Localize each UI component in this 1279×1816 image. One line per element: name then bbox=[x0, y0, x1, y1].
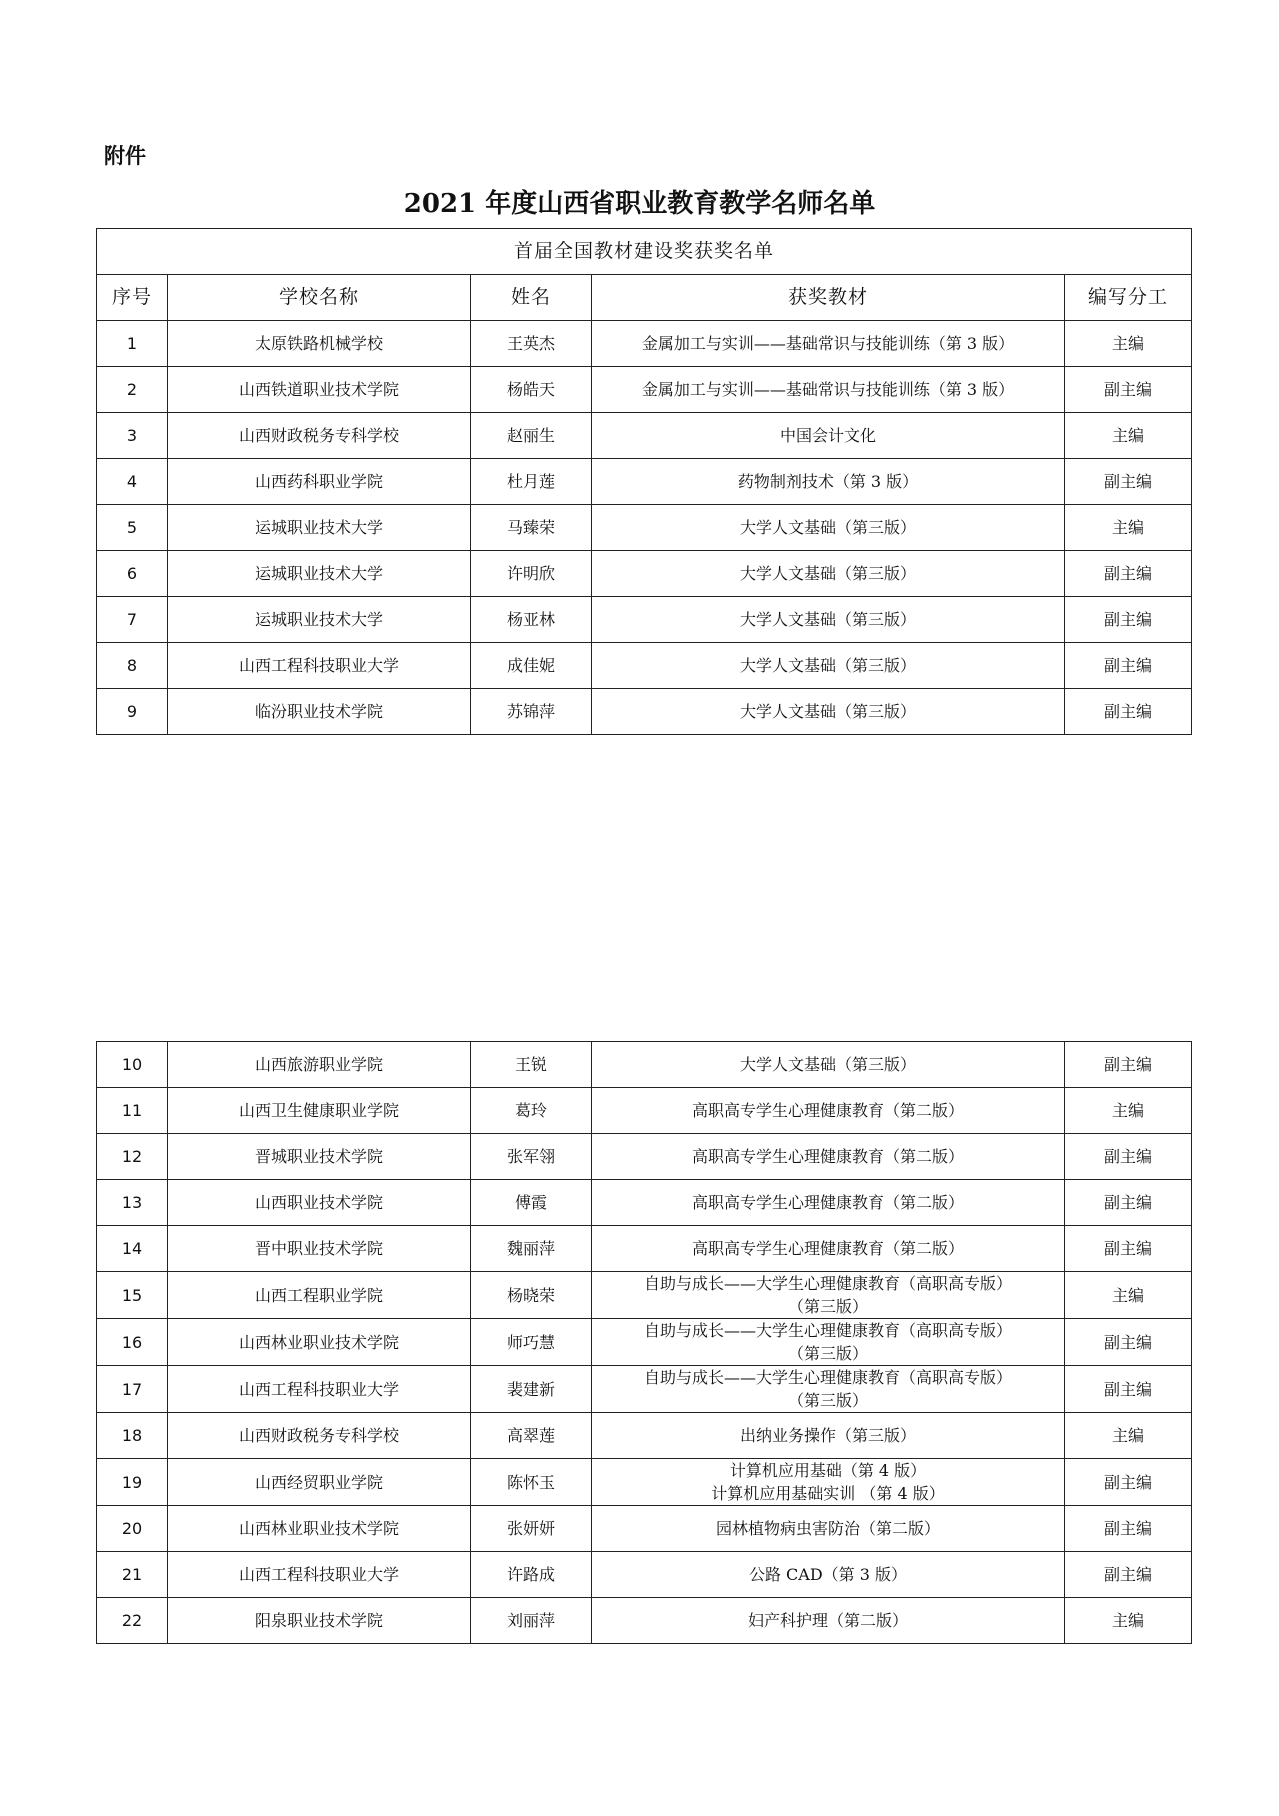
row-role: 副主编 bbox=[1065, 1042, 1192, 1088]
row-school: 阳泉职业技术学院 bbox=[168, 1598, 471, 1644]
table-row bbox=[97, 1366, 1192, 1413]
row-textbook bbox=[592, 413, 1065, 459]
row-teacher-name: 杜月莲 bbox=[471, 459, 592, 505]
row-textbook-line: 金属加工与实训——基础常识与技能训练（第 3 版） bbox=[641, 334, 1015, 353]
row-school: 山西卫生健康职业学院 bbox=[168, 1088, 471, 1134]
row-number: 11 bbox=[97, 1088, 168, 1134]
row-role: 副主编 bbox=[1065, 1319, 1192, 1366]
row-teacher-name: 杨亚林 bbox=[471, 597, 592, 643]
award-table-page-1 bbox=[96, 228, 1192, 735]
row-school: 山西工程职业学院 bbox=[168, 1272, 471, 1319]
row-textbook bbox=[592, 1180, 1065, 1226]
row-teacher-name: 傅霞 bbox=[471, 1180, 592, 1226]
row-number: 17 bbox=[97, 1366, 168, 1413]
row-teacher-name: 刘丽萍 bbox=[471, 1598, 592, 1644]
row-textbook bbox=[592, 1226, 1065, 1272]
row-textbook-line: 中国会计文化 bbox=[779, 426, 876, 445]
document-title: 2021 年度山西省职业教育教学名师名单 bbox=[403, 189, 876, 219]
row-textbook-line-2: （第三版） bbox=[787, 1391, 868, 1410]
row-textbook-line: 大学人文基础（第三版） bbox=[739, 610, 916, 629]
row-textbook-line: 园林植物病虫害防治（第二版） bbox=[715, 1519, 940, 1538]
row-teacher-name: 杨皓天 bbox=[471, 367, 592, 413]
table-row bbox=[97, 643, 1192, 689]
header-school: 学校名称 bbox=[168, 275, 471, 321]
header-name: 姓名 bbox=[471, 275, 592, 321]
row-role: 主编 bbox=[1065, 1598, 1192, 1644]
table-row bbox=[97, 1506, 1192, 1552]
row-textbook-line: 公路 CAD（第 3 版） bbox=[748, 1565, 908, 1584]
row-textbook bbox=[592, 1506, 1065, 1552]
row-teacher-name: 杨晓荣 bbox=[471, 1272, 592, 1319]
table-row bbox=[97, 551, 1192, 597]
row-textbook bbox=[592, 1598, 1065, 1644]
row-teacher-name: 裴建新 bbox=[471, 1366, 592, 1413]
row-school: 山西旅游职业学院 bbox=[168, 1042, 471, 1088]
row-number: 6 bbox=[97, 551, 168, 597]
row-school: 山西工程科技职业大学 bbox=[168, 1366, 471, 1413]
row-school: 太原铁路机械学校 bbox=[168, 321, 471, 367]
row-number: 20 bbox=[97, 1506, 168, 1552]
row-number: 4 bbox=[97, 459, 168, 505]
row-textbook bbox=[592, 1366, 1065, 1413]
row-role: 主编 bbox=[1065, 1088, 1192, 1134]
row-role: 主编 bbox=[1065, 321, 1192, 367]
table-row bbox=[97, 1134, 1192, 1180]
table-row bbox=[97, 505, 1192, 551]
row-number: 12 bbox=[97, 1134, 168, 1180]
row-role: 主编 bbox=[1065, 413, 1192, 459]
row-number: 22 bbox=[97, 1598, 168, 1644]
row-textbook-line: 高职高专学生心理健康教育（第二版） bbox=[691, 1193, 964, 1212]
row-role: 主编 bbox=[1065, 1413, 1192, 1459]
row-number: 1 bbox=[97, 321, 168, 367]
row-textbook-line: 高职高专学生心理健康教育（第二版） bbox=[691, 1239, 964, 1258]
table-row bbox=[97, 1552, 1192, 1598]
row-number: 2 bbox=[97, 367, 168, 413]
row-textbook-line: 自助与成长——大学生心理健康教育（高职高专版） bbox=[643, 1368, 1012, 1387]
row-textbook-line-2: （第三版） bbox=[787, 1297, 868, 1316]
row-number: 10 bbox=[97, 1042, 168, 1088]
row-teacher-name: 苏锦萍 bbox=[471, 689, 592, 735]
table-row bbox=[97, 459, 1192, 505]
row-school: 运城职业技术大学 bbox=[168, 505, 471, 551]
row-teacher-name: 陈怀玉 bbox=[471, 1459, 592, 1506]
row-teacher-name: 王锐 bbox=[471, 1042, 592, 1088]
row-school: 山西林业职业技术学院 bbox=[168, 1506, 471, 1552]
row-teacher-name: 张妍妍 bbox=[471, 1506, 592, 1552]
row-number: 19 bbox=[97, 1459, 168, 1506]
row-textbook-line: 高职高专学生心理健康教育（第二版） bbox=[691, 1101, 964, 1120]
row-textbook bbox=[592, 321, 1065, 367]
row-teacher-name: 许路成 bbox=[471, 1552, 592, 1598]
row-role: 副主编 bbox=[1065, 1552, 1192, 1598]
row-number: 8 bbox=[97, 643, 168, 689]
row-school: 运城职业技术大学 bbox=[168, 551, 471, 597]
row-teacher-name: 许明欣 bbox=[471, 551, 592, 597]
row-role: 副主编 bbox=[1065, 597, 1192, 643]
row-teacher-name: 成佳妮 bbox=[471, 643, 592, 689]
row-textbook-line-2: （第三版） bbox=[787, 1344, 868, 1363]
row-textbook bbox=[592, 1042, 1065, 1088]
row-number: 15 bbox=[97, 1272, 168, 1319]
table-row bbox=[97, 1088, 1192, 1134]
header-role: 编写分工 bbox=[1065, 275, 1192, 321]
row-textbook-line: 妇产科护理（第二版） bbox=[747, 1611, 908, 1630]
row-role: 副主编 bbox=[1065, 643, 1192, 689]
row-textbook bbox=[592, 1088, 1065, 1134]
row-number: 13 bbox=[97, 1180, 168, 1226]
row-teacher-name: 马臻荣 bbox=[471, 505, 592, 551]
row-number: 9 bbox=[97, 689, 168, 735]
row-textbook-line: 大学人文基础（第三版） bbox=[739, 1055, 916, 1074]
row-textbook bbox=[592, 597, 1065, 643]
row-teacher-name: 赵丽生 bbox=[471, 413, 592, 459]
row-textbook-line: 大学人文基础（第三版） bbox=[739, 564, 916, 583]
row-textbook bbox=[592, 1552, 1065, 1598]
row-number: 18 bbox=[97, 1413, 168, 1459]
row-textbook bbox=[592, 1459, 1065, 1506]
table-row bbox=[97, 1272, 1192, 1319]
row-school: 晋城职业技术学院 bbox=[168, 1134, 471, 1180]
row-number: 21 bbox=[97, 1552, 168, 1598]
row-textbook bbox=[592, 643, 1065, 689]
row-school: 山西职业技术学院 bbox=[168, 1180, 471, 1226]
row-role: 副主编 bbox=[1065, 1226, 1192, 1272]
row-school: 临汾职业技术学院 bbox=[168, 689, 471, 735]
row-teacher-name: 魏丽萍 bbox=[471, 1226, 592, 1272]
row-school: 山西铁道职业技术学院 bbox=[168, 367, 471, 413]
row-textbook-line: 大学人文基础（第三版） bbox=[739, 656, 916, 675]
row-role: 副主编 bbox=[1065, 1180, 1192, 1226]
row-textbook-line: 金属加工与实训——基础常识与技能训练（第 3 版） bbox=[641, 380, 1015, 399]
row-teacher-name: 王英杰 bbox=[471, 321, 592, 367]
row-textbook bbox=[592, 367, 1065, 413]
row-textbook-line-2: 计算机应用基础实训 （第 4 版） bbox=[711, 1484, 945, 1503]
table-caption: 首届全国教材建设奖获奖名单 bbox=[97, 229, 1192, 275]
row-textbook bbox=[592, 551, 1065, 597]
table-row bbox=[97, 689, 1192, 735]
row-number: 14 bbox=[97, 1226, 168, 1272]
table-header-row bbox=[97, 275, 1192, 321]
row-teacher-name: 张军翎 bbox=[471, 1134, 592, 1180]
row-number: 16 bbox=[97, 1319, 168, 1366]
table-row bbox=[97, 597, 1192, 643]
row-role: 主编 bbox=[1065, 505, 1192, 551]
row-role: 主编 bbox=[1065, 1272, 1192, 1319]
table-row bbox=[97, 367, 1192, 413]
row-textbook bbox=[592, 1272, 1065, 1319]
row-school: 山西工程科技职业大学 bbox=[168, 1552, 471, 1598]
row-textbook bbox=[592, 1134, 1065, 1180]
table-row bbox=[97, 1319, 1192, 1366]
row-school: 山西经贸职业学院 bbox=[168, 1459, 471, 1506]
row-teacher-name: 高翠莲 bbox=[471, 1413, 592, 1459]
row-role: 副主编 bbox=[1065, 1134, 1192, 1180]
row-school: 山西财政税务专科学校 bbox=[168, 413, 471, 459]
row-number: 3 bbox=[97, 413, 168, 459]
row-school: 运城职业技术大学 bbox=[168, 597, 471, 643]
header-textbook: 获奖教材 bbox=[592, 275, 1065, 321]
row-role: 副主编 bbox=[1065, 367, 1192, 413]
table-row bbox=[97, 321, 1192, 367]
row-role: 副主编 bbox=[1065, 1366, 1192, 1413]
row-textbook bbox=[592, 459, 1065, 505]
row-school: 山西工程科技职业大学 bbox=[168, 643, 471, 689]
table-row bbox=[97, 1459, 1192, 1506]
row-teacher-name: 师巧慧 bbox=[471, 1319, 592, 1366]
row-textbook bbox=[592, 1413, 1065, 1459]
table-row bbox=[97, 1598, 1192, 1644]
row-textbook-line: 药物制剂技术（第 3 版） bbox=[737, 472, 919, 491]
row-school: 晋中职业技术学院 bbox=[168, 1226, 471, 1272]
row-textbook bbox=[592, 505, 1065, 551]
row-textbook-line: 计算机应用基础（第 4 版） bbox=[729, 1461, 927, 1480]
header-no: 序号 bbox=[97, 275, 168, 321]
row-textbook-line: 大学人文基础（第三版） bbox=[739, 518, 916, 537]
table-caption-row bbox=[97, 229, 1192, 275]
row-role: 副主编 bbox=[1065, 689, 1192, 735]
row-school: 山西药科职业学院 bbox=[168, 459, 471, 505]
row-school: 山西财政税务专科学校 bbox=[168, 1413, 471, 1459]
row-textbook-line: 出纳业务操作（第三版） bbox=[739, 1426, 916, 1445]
table-row bbox=[97, 413, 1192, 459]
row-role: 副主编 bbox=[1065, 1506, 1192, 1552]
table-row bbox=[97, 1042, 1192, 1088]
row-teacher-name: 葛玲 bbox=[471, 1088, 592, 1134]
row-role: 副主编 bbox=[1065, 459, 1192, 505]
table-row bbox=[97, 1413, 1192, 1459]
row-textbook-line: 自助与成长——大学生心理健康教育（高职高专版） bbox=[643, 1321, 1012, 1340]
row-number: 7 bbox=[97, 597, 168, 643]
row-textbook-line: 高职高专学生心理健康教育（第二版） bbox=[691, 1147, 964, 1166]
table-row bbox=[97, 1180, 1192, 1226]
row-number: 5 bbox=[97, 505, 168, 551]
row-textbook-line: 大学人文基础（第三版） bbox=[739, 702, 916, 721]
award-table-page-2 bbox=[96, 1041, 1192, 1644]
attachment-label: 附件 bbox=[104, 144, 146, 168]
row-textbook-line: 自助与成长——大学生心理健康教育（高职高专版） bbox=[643, 1274, 1012, 1293]
row-role: 副主编 bbox=[1065, 1459, 1192, 1506]
row-school: 山西林业职业技术学院 bbox=[168, 1319, 471, 1366]
row-textbook bbox=[592, 1319, 1065, 1366]
table-row bbox=[97, 1226, 1192, 1272]
row-textbook bbox=[592, 689, 1065, 735]
row-role: 副主编 bbox=[1065, 551, 1192, 597]
